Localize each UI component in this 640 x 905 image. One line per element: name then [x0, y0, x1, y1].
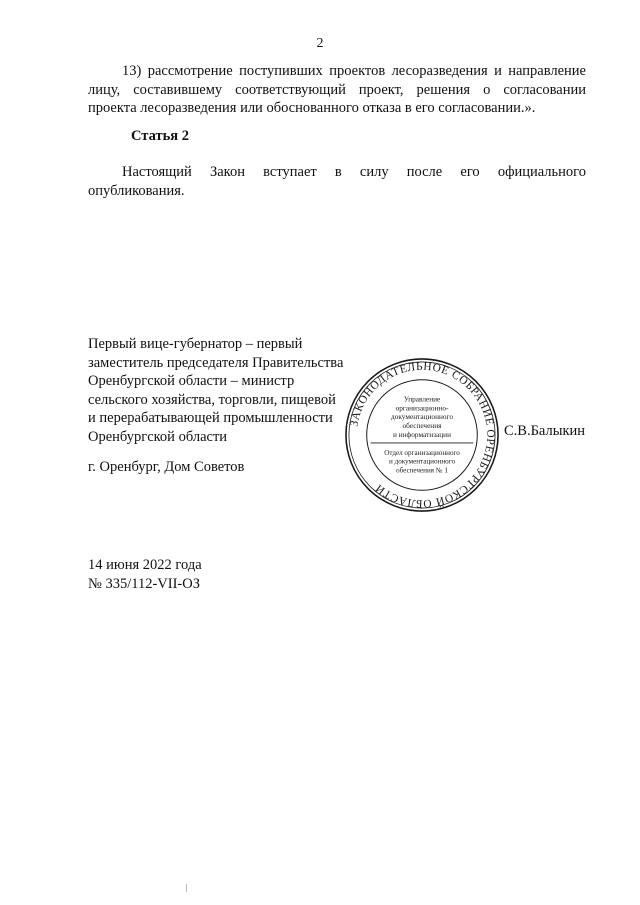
seal-inner-line: обеспечения	[402, 421, 442, 431]
item-13-line-3: проекта лесоразведения или обоснованного отказа в его согласовании.».	[88, 100, 536, 116]
seal-inner-line: Отдел организационного	[384, 448, 460, 457]
signatory-title-line: Оренбургской области – министр	[88, 373, 295, 389]
item-13-line-1: 13) рассмотрение поступивших проектов лесоразведения и направление	[122, 63, 586, 79]
signatory-title-line: Первый вице-губернатор – первый	[88, 336, 303, 352]
signatory-title-line: и перерабатывающей промышленности	[88, 410, 333, 426]
scan-artifact	[186, 884, 187, 892]
seal-inner-line: организационно-	[395, 403, 449, 413]
seal-inner-line: Управление	[403, 394, 441, 404]
scan-artifact	[347, 424, 348, 427]
law-date: 14 июня 2022 года	[88, 557, 202, 573]
page-number: 2	[316, 36, 324, 51]
item-13-line-2: лицу, составившему соответствующий проект, решения о согласовании	[88, 81, 586, 98]
signatory-title-line: заместитель председателя Правительства	[88, 354, 344, 371]
article-text-line-2: опубликования.	[88, 182, 185, 199]
seal-inner-line: документационного	[390, 412, 454, 422]
signatory-title-line: Оренбургской области	[88, 428, 228, 445]
signatory-name: С.В.Балыкин	[504, 423, 586, 439]
seal-inner-line: и документационного	[389, 457, 455, 466]
article-text-line-1: Настоящий Закон вступает в силу после его официального	[122, 164, 586, 180]
article-text	[88, 163, 586, 200]
item-13-paragraph	[88, 62, 586, 118]
article-title: Статья 2	[131, 128, 189, 144]
seal-outer-text: ЗАКОНОДАТЕЛЬНОЕ СОБРАНИЕ ОРЕНБУРГСКОЙ ОБЛАСТИ	[348, 360, 497, 510]
law-date-number	[88, 556, 202, 594]
signatory-title	[88, 335, 378, 446]
signing-place: г. Оренбург, Дом Советов	[88, 459, 245, 475]
law-number: № 335/112-VII-ОЗ	[88, 576, 200, 592]
signatory-title-line: сельского хозяйства, торговли, пищевой	[88, 391, 336, 408]
seal-inner-line: обеспечения № 1	[396, 466, 448, 475]
official-seal	[343, 356, 501, 514]
seal-inner-line: и информатизации	[392, 429, 452, 439]
